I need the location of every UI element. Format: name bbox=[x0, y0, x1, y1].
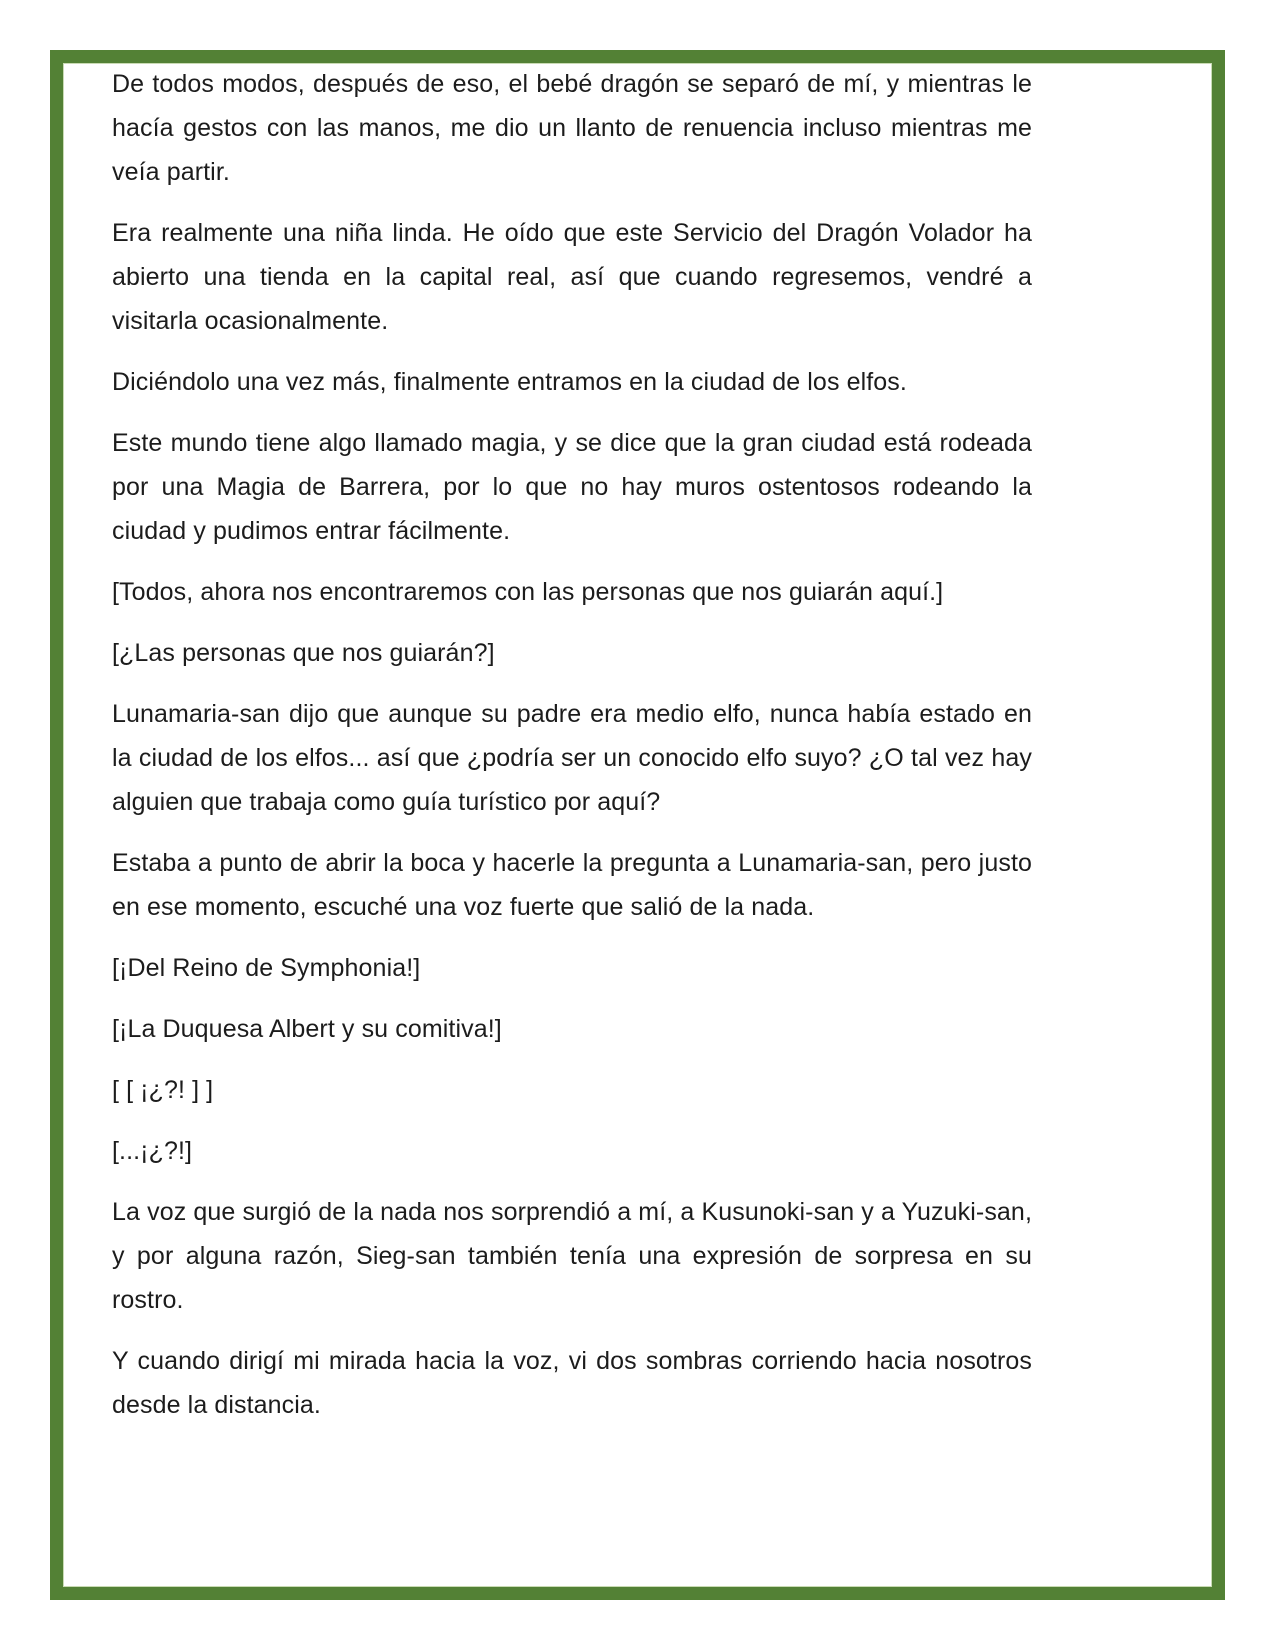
paragraph: Y cuando dirigí mi mirada hacia la voz, vi dos sombras corriendo hacia nosotros desde la distancia. bbox=[112, 1347, 1032, 1419]
paragraph: Era realmente una niña linda. He oído que este Servicio del Dragón Volador ha abierto una tienda en la capital real, así que cuando regresemos, vendré a visitarla ocasionalmente. bbox=[112, 219, 1032, 335]
paragraph: Estaba a punto de abrir la boca y hacerle la pregunta a Lunamaria-san, pero justo en ese momento, escuché una voz fuerte que salió de la nada. bbox=[112, 849, 1032, 921]
paragraph: [¡Del Reino de Symphonia!] bbox=[112, 954, 421, 982]
paragraph: Este mundo tiene algo llamado magia, y se dice que la gran ciudad está rodeada por una Magia de Barrera, por lo que no hay muros ostentosos rodeando la ciudad y pudimos entrar fácilmente. bbox=[112, 429, 1032, 545]
paragraph: La voz que surgió de la nada nos sorprendió a mí, a Kusunoki-san y a Yuzuki-san, y por alguna razón, Sieg-san también tenía una expresión de sorpresa en su rostro. bbox=[112, 1198, 1032, 1314]
document-body bbox=[112, 62, 1032, 1444]
paragraph: De todos modos, después de eso, el bebé dragón se separó de mí, y mientras le hacía gestos con las manos, me dio un llanto de renuencia incluso mientras me veía partir. bbox=[112, 70, 1032, 186]
paragraph: [Todos, ahora nos encontraremos con las personas que nos guiarán aquí.] bbox=[112, 578, 944, 606]
paragraph: Lunamaria-san dijo que aunque su padre era medio elfo, nunca había estado en la ciudad de los elfos... así que ¿podría ser un conocido elfo suyo? ¿O tal vez hay alguien que trabaja como guía turístico por aquí? bbox=[112, 700, 1032, 816]
paragraph: [ [ ¡¿?! ] ] bbox=[112, 1076, 214, 1104]
paragraph: [¡La Duquesa Albert y su comitiva!] bbox=[112, 1015, 502, 1043]
paragraph: [...¡¿?!] bbox=[112, 1137, 193, 1165]
paragraph: Diciéndolo una vez más, finalmente entramos en la ciudad de los elfos. bbox=[112, 368, 907, 396]
paragraph: [¿Las personas que nos guiarán?] bbox=[112, 639, 495, 667]
